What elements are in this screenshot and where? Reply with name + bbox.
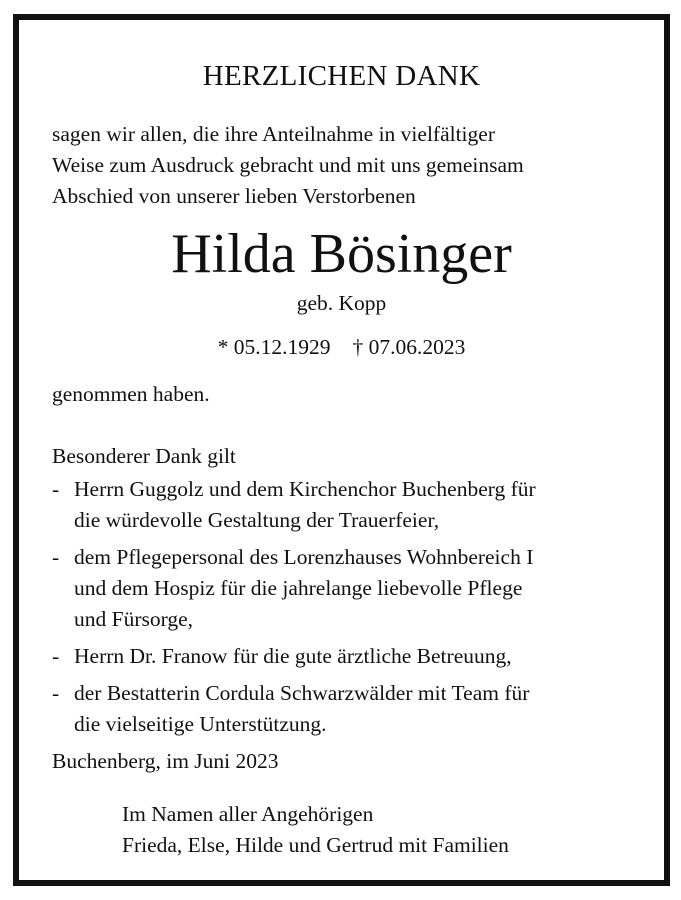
thanks-item — [52, 474, 652, 536]
thanks-item-line: der Bestatterin Cordula Schwarzwälder mit Team für — [74, 681, 530, 705]
after-name-text: genommen haben. — [52, 382, 210, 406]
intro-text — [52, 119, 652, 212]
thanks-item-line: und dem Hospiz für die jahrelange liebevolle Pflege — [74, 576, 523, 600]
thanks-item-line: dem Pflegepersonal des Lorenzhauses Wohnbereich I — [74, 545, 534, 569]
signature-block — [122, 799, 509, 861]
thanks-intro: Besonderer Dank gilt — [52, 444, 236, 468]
bullet-dash: - — [52, 681, 60, 705]
thanks-item — [52, 678, 652, 740]
bullet-dash: - — [52, 644, 60, 668]
bullet-dash: - — [52, 477, 60, 501]
deceased-name: Hilda Bösinger — [171, 223, 512, 285]
thanks-item-line: die würdevolle Gestaltung der Trauerfeier, — [74, 508, 440, 532]
life-dates — [19, 335, 664, 360]
intro-line: Weise zum Ausdruck gebracht und mit uns gemeinsam — [52, 153, 524, 177]
intro-line: Abschied von unserer lieben Verstorbenen — [52, 184, 416, 208]
thanks-item — [52, 641, 652, 672]
bullet-dash: - — [52, 545, 60, 569]
notice-heading: HERZLICHEN DANK — [202, 60, 481, 92]
death-date: † 07.06.2023 — [352, 335, 466, 359]
maiden-name: geb. Kopp — [296, 291, 387, 315]
thanks-item-line: Herrn Guggolz und dem Kirchenchor Buchenberg für — [74, 477, 536, 501]
place-date: Buchenberg, im Juni 2023 — [52, 749, 279, 773]
thanks-list — [52, 474, 652, 746]
intro-line: sagen wir allen, die ihre Anteilnahme in vielfältiger — [52, 122, 495, 146]
thanks-item-line: und Fürsorge, — [74, 607, 194, 631]
thanks-item — [52, 542, 652, 635]
thanks-item-line: Herrn Dr. Franow für die gute ärztliche Betreuung, — [74, 644, 512, 668]
thanks-item-line: die vielseitige Unterstützung. — [74, 712, 327, 736]
signature-line: Im Namen aller Angehörigen — [122, 802, 374, 826]
notice-frame — [13, 14, 670, 886]
signature-line: Frieda, Else, Hilde und Gertrud mit Familien — [122, 833, 509, 857]
birth-date: * 05.12.1929 — [217, 335, 331, 359]
